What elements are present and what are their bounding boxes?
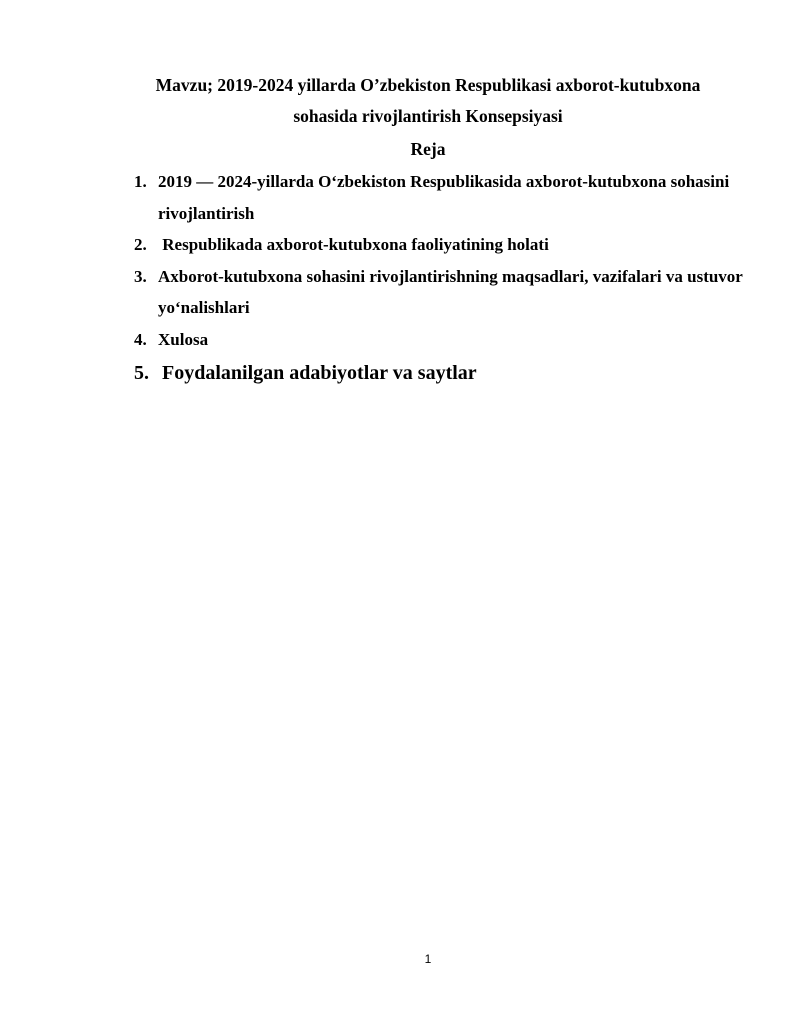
- plan-list: [134, 166, 744, 389]
- plan-item-text: Axborot-kutubxona sohasini rivojlantirishning maqsadlari, vazifalari va ustuvor yo‘nalishlari: [158, 266, 743, 317]
- document-title-line-2: sohasida rivojlantirish Konsepsiyasi: [293, 106, 563, 126]
- plan-item-number: 1.: [134, 172, 147, 191]
- document-title-line-1: Mavzu; 2019-2024 yillarda O’zbekiston Respublikasi axborot-kutubxona: [155, 75, 701, 95]
- plan-item-text: Respublikada axborot-kutubxona faoliyatining holati: [158, 235, 549, 254]
- plan-item-number: 3.: [134, 266, 147, 286]
- document-title: [100, 70, 756, 132]
- plan-item-number: 2.: [134, 235, 147, 254]
- plan-item-number: 5.: [134, 362, 149, 384]
- plan-item-3: [134, 261, 744, 324]
- plan-heading: Reja: [410, 139, 446, 159]
- plan-item-2: [134, 229, 744, 261]
- plan-item-text: 2019 — 2024-yillarda O‘zbekiston Respublikasida axborot-kutubxona sohasini rivojlantirish: [158, 172, 730, 223]
- plan-item-text: Foydalanilgan adabiyotlar va saytlar: [162, 362, 477, 384]
- plan-item-text: Xulosa: [158, 329, 209, 349]
- page-number: 1: [424, 952, 432, 966]
- plan-item-1: [134, 166, 744, 229]
- plan-item-number: 4.: [134, 329, 147, 349]
- plan-item-5: [134, 357, 744, 389]
- plan-item-4: [134, 324, 744, 356]
